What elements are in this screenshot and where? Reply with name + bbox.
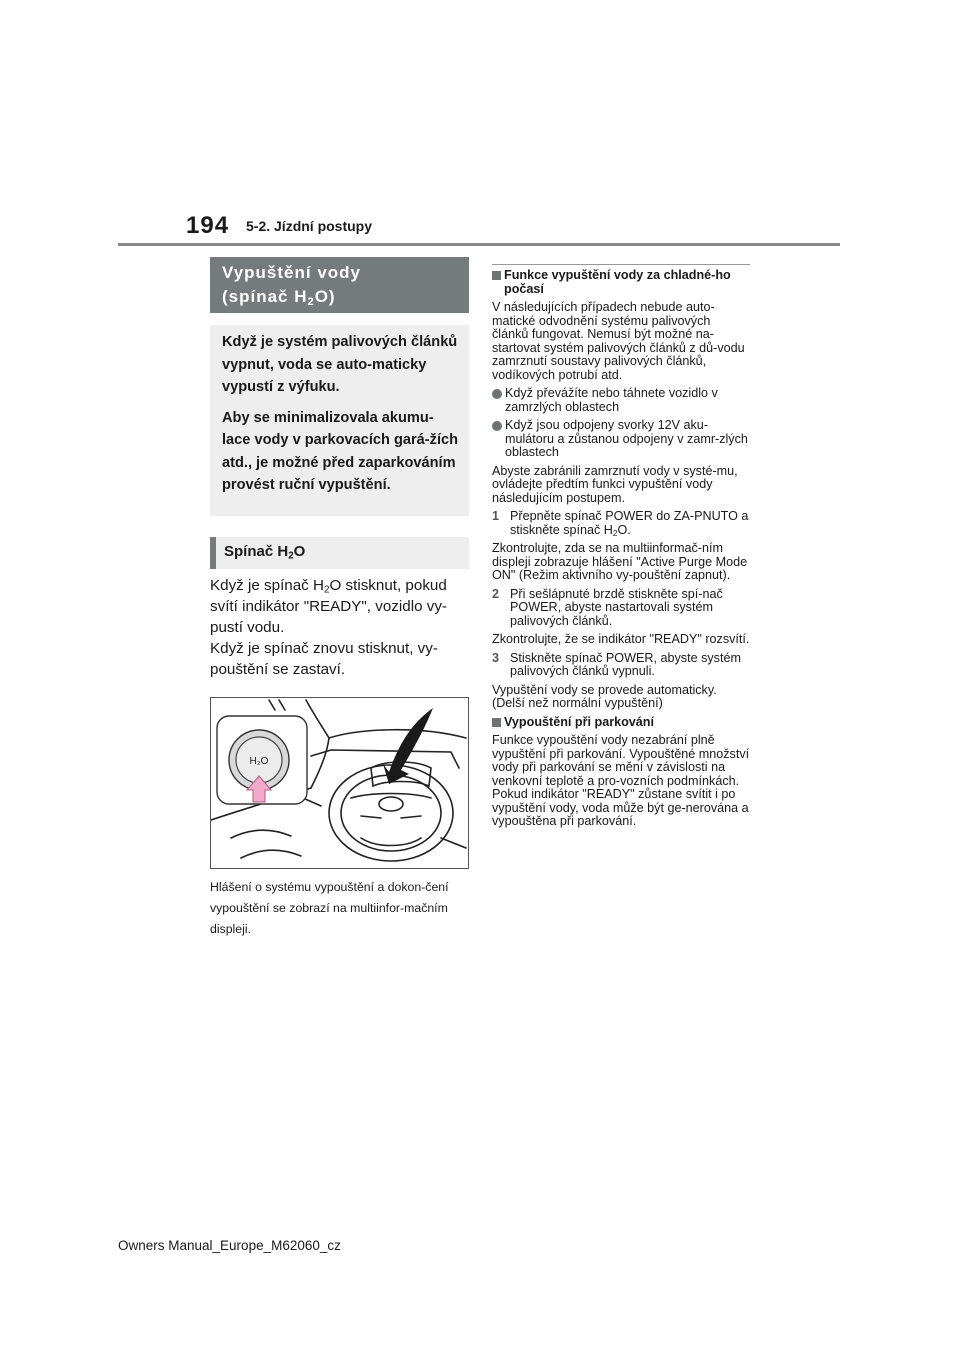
summary-paragraph-2: Aby se minimalizovala akumu-lace vody v parkovacích gará-žích atd., je možné před zaparkováním provést ruční vypuštění. <box>222 409 459 493</box>
cold-weather-heading: Funkce vypuštění vody za chladné-ho počasí <box>492 269 750 296</box>
parking-heading: Vypouštění při parkování <box>492 716 750 730</box>
header-rule <box>118 243 840 246</box>
step-2-check: Zkontrolujte, že se indikátor "READY" rozsvítí. <box>492 632 750 646</box>
parking-paragraph-2: Pokud indikátor "READY" zůstane svítit i po vypuštění vody, voda může být ge-nerována a vypouštěna při parkování. <box>492 787 749 828</box>
section-title-line2: (spínač $H_2O$) <box>222 287 336 308</box>
h2o-button-label: H₂O <box>249 756 269 767</box>
square-bullet-icon <box>492 718 501 727</box>
body-text <box>210 575 469 680</box>
summary-paragraph-1: Když je systém palivových článků vypnut, voda se auto-maticky vypustí z výfuku. <box>222 334 458 395</box>
dashboard-drawing <box>211 698 468 868</box>
section-title <box>210 257 469 313</box>
right-column <box>492 264 750 834</box>
bullet-item: Když jsou odpojeny svorky 12V aku-mulátoru a zůstanou odpojeny v zamr-zlých oblastech <box>492 419 750 460</box>
body-paragraph-1: Když je spínač $H_2O$ stisknut, pokud svítí indikátor "READY", vozidlo vy-pustí vodu. <box>210 577 447 636</box>
parking-paragraph-1: Funkce vypouštění vody nezabrání plně vypuštění při parkování. Vypouštěné množství vody při parkování se mění v závislosti na venkovní teplotě a pro-vozních podmínkách. <box>492 733 750 788</box>
dashboard-illustration <box>210 697 469 869</box>
circle-bullet-icon <box>492 421 502 431</box>
cold-weather-paragraph: V následujících případech nebude auto-matické odvodnění systému palivových článků fungovat. Nemusí být možné na-startovat systém palivových článků z dů-vodu zamrznutí soustavy palivových článků, vodíkových potrubí atd. <box>492 300 745 382</box>
figure-caption: Hlášení o systému vypouštění a dokon-čení vypouštění se zobrazí na multiinfor-mačním displeji. <box>210 880 449 936</box>
step-3-result: Vypuštění vody se provede automaticky. (Delší než normální vypuštění) <box>492 682 717 710</box>
summary-box <box>210 325 469 516</box>
section-title-line1: Vypuštění vody <box>222 263 362 282</box>
bullet-item: Když převážíte nebo táhnete vozidlo v zamrzlých oblastech <box>492 387 750 414</box>
step-3: 3 Stiskněte spínač POWER, abyste systém palivových článků vypnuli. <box>492 650 741 678</box>
circle-bullet-icon <box>492 389 502 399</box>
procedure-intro: Abyste zabránili zamrznutí vody v systé-mu, ovládejte předtím funkci vypuštění vody následujícím postupem. <box>492 463 738 505</box>
footer-text: Owners Manual_Europe_M62060_cz <box>118 1238 341 1253</box>
chapter-title: 5-2. Jízdní postupy <box>246 218 373 234</box>
body-paragraph-2: Když je spínač znovu stisknut, vy-pouštění se zastaví. <box>210 640 438 678</box>
step-2: 2 Při sešlápnuté brzdě stiskněte spí-nač POWER, abyste nastartovali systém palivových článků. <box>492 586 723 628</box>
square-bullet-icon <box>492 271 501 280</box>
subheading: Spínač $H_2O$ <box>210 537 469 569</box>
step-1: 1 Přepněte spínač POWER do ZA-PNUTO a stiskněte spínač $H_2O$. <box>492 509 749 538</box>
step-1-check: Zkontrolujte, zda se na multiinformač-ním displeji zobrazuje hlášení "Active Purge Mode ON" (Režim aktivního vy-pouštění zapnut). <box>492 541 748 582</box>
page-number: 194 <box>186 212 230 239</box>
